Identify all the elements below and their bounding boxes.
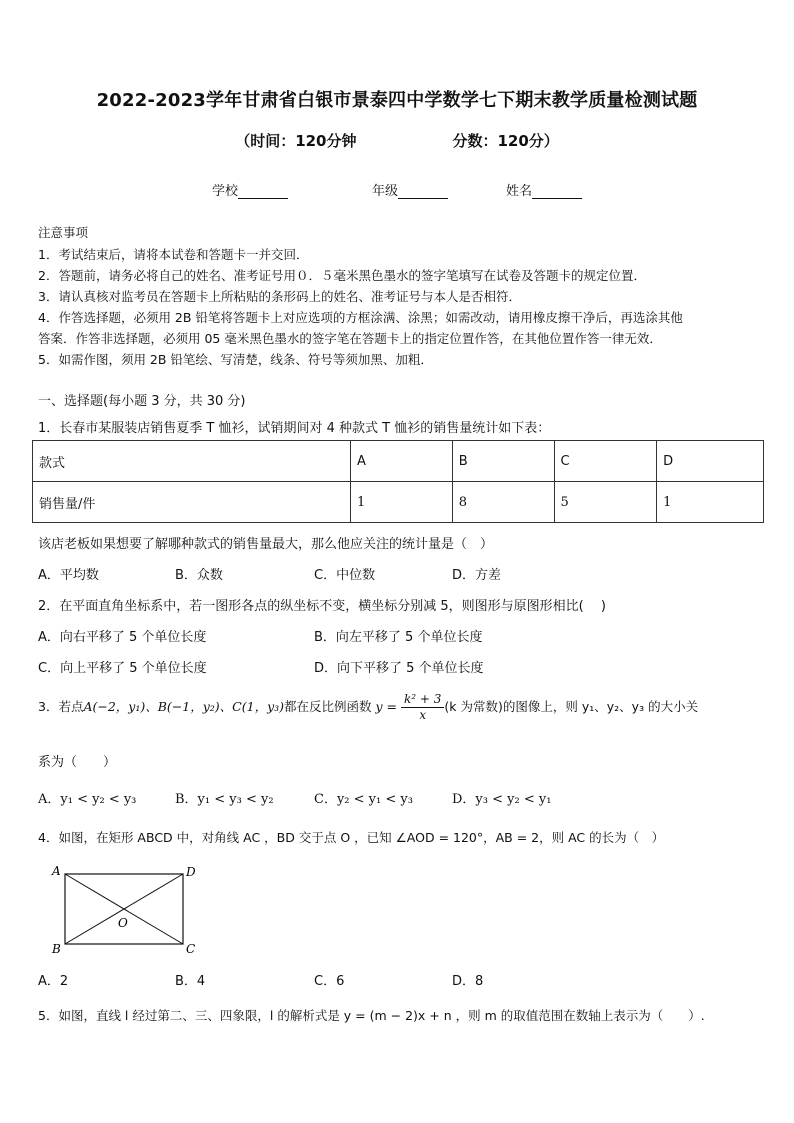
q2-option-a: A．向右平移了 5 个单位长度	[38, 630, 207, 645]
name-field	[506, 180, 582, 199]
table-cell: 销售量/件	[33, 482, 351, 523]
q4-stem: 4．如图，在矩形 ABCD 中，对角线 AC ，BD 交于点 O ，已知 ∠AOD = 120°，AB = 2，则 AC 的长为（ ）	[38, 830, 665, 845]
q3-points: A(−2，y₁)、B(−1，y₂)、C(1，y₃)	[83, 699, 285, 714]
notes-heading: 注意事项	[38, 225, 89, 240]
name-label: 姓名	[506, 184, 533, 199]
q3-prefix: 3．若点	[38, 699, 84, 714]
grade-field	[372, 180, 448, 199]
table-cell: D	[657, 441, 764, 482]
q1-sales-table	[32, 440, 764, 523]
note-item: 2．答题前，请务必将自己的姓名、准考证号用０．５毫米黑色墨水的签字笔填写在试卷及答题卡的规定位置．	[38, 268, 646, 283]
q3-option-b: B．y₁ < y₃ < y₂	[175, 792, 274, 807]
table-cell: 1	[351, 482, 453, 523]
q1-option-b: B．众数	[175, 568, 223, 583]
school-blank	[238, 184, 288, 199]
q3-option-d: D．y₃ < y₂ < y₁	[452, 792, 552, 807]
q3-stem	[38, 692, 698, 723]
q3-tail: 的图像上，则 y₁、y₂、y₃ 的大小关	[502, 699, 699, 714]
q4-option-d: D．8	[452, 974, 484, 989]
table-row	[33, 482, 764, 523]
q1-option-d: D．方差	[452, 568, 502, 583]
page-title: 2022-2023学年甘肃省白银市景泰四中学数学七下期末教学质量检测试题	[96, 90, 698, 111]
note-item: 1．考试结束后，请将本试卷和答题卡一并交回．	[38, 247, 309, 262]
label-d: D	[186, 865, 196, 879]
q4-option-b: B．4	[175, 974, 206, 989]
q2-option-c: C．向上平移了 5 个单位长度	[38, 661, 207, 676]
q4-option-a: A．2	[38, 974, 69, 989]
note-item: 5．如需作图，须用 2B 铅笔绘、写清楚，线条、符号等须加黑、加粗．	[38, 352, 433, 367]
table-cell: A	[351, 441, 453, 482]
q3-frac-den: x	[419, 708, 427, 722]
q2-option-d: D．向下平移了 5 个单位长度	[314, 661, 484, 676]
name-blank	[532, 184, 582, 199]
q5-stem: 5．如图，直线 l 经过第二、三、四象限，l 的解析式是 y = (m − 2)x + n ，则 m 的取值范围在数轴上表示为（ ）.	[38, 1008, 705, 1023]
table-cell: 款式	[33, 441, 351, 482]
note-item: 3．请认真核对监考员在答题卡上所粘贴的条形码上的姓名、准考证号与本人是否相符．	[38, 289, 521, 304]
school-field	[212, 180, 288, 199]
q2-option-b: B．向左平移了 5 个单位长度	[314, 630, 483, 645]
q1-option-c: C．中位数	[314, 568, 376, 583]
grade-blank	[398, 184, 448, 199]
note-item: 答案．作答非选择题，必须用 05 毫米黑色墨水的签字笔在答题卡上的指定位置作答，在其他位置作答一律无效．	[38, 331, 662, 346]
q1-stem: 1．长春市某服装店销售夏季 T 恤衫，试销期间对 4 种款式 T 恤衫的销售量统计如下表：	[38, 421, 551, 436]
table-cell: 5	[554, 482, 657, 523]
table-cell: C	[554, 441, 657, 482]
time-label: （时间：120分钟	[235, 132, 357, 150]
school-label: 学校	[212, 184, 239, 199]
q3-mid: 都在反比例函数	[284, 699, 372, 714]
table-cell: 8	[452, 482, 554, 523]
q3-y-eq: y =	[375, 699, 398, 714]
q1-option-a: A．平均数	[38, 568, 99, 583]
table-cell: B	[452, 441, 554, 482]
exam-subtitle	[0, 130, 794, 151]
section-heading: 一、选择题(每小题 3 分，共 30 分)	[38, 394, 246, 409]
label-o: O	[118, 916, 128, 930]
table-row	[33, 441, 764, 482]
q2-stem: 2．在平面直角坐标系中，若一图形各点的纵坐标不变，横坐标分别减 5，则图形与原图形相比( )	[38, 599, 606, 614]
label-c: C	[186, 942, 196, 956]
q3-frac-num: k² + 3	[401, 692, 444, 708]
label-b: B	[52, 942, 61, 956]
q1-question: 该店老板如果想要了解哪种款式的销售量最大，那么他应关注的统计量是（ ）	[38, 537, 494, 552]
label-a: A	[52, 864, 61, 878]
rectangle-figure	[46, 860, 216, 960]
q3-fraction	[401, 692, 444, 723]
q3-line2: 系为（ ）	[38, 755, 117, 770]
note-item: 4．作答选择题，必须用 2B 铅笔将答题卡上对应选项的方框涂满、涂黑；如需改动，请用橡皮擦干净后，再选涂其他	[38, 310, 683, 325]
q3-option-c: C．y₂ < y₁ < y₃	[314, 792, 413, 807]
q3-option-a: A．y₁ < y₂ < y₃	[38, 792, 137, 807]
grade-label: 年级	[372, 184, 399, 199]
score-label: 分数：120分）	[452, 132, 559, 150]
q4-option-c: C．6	[314, 974, 345, 989]
table-cell: 1	[657, 482, 764, 523]
q3-k-note: (k 为常数)	[444, 699, 503, 714]
